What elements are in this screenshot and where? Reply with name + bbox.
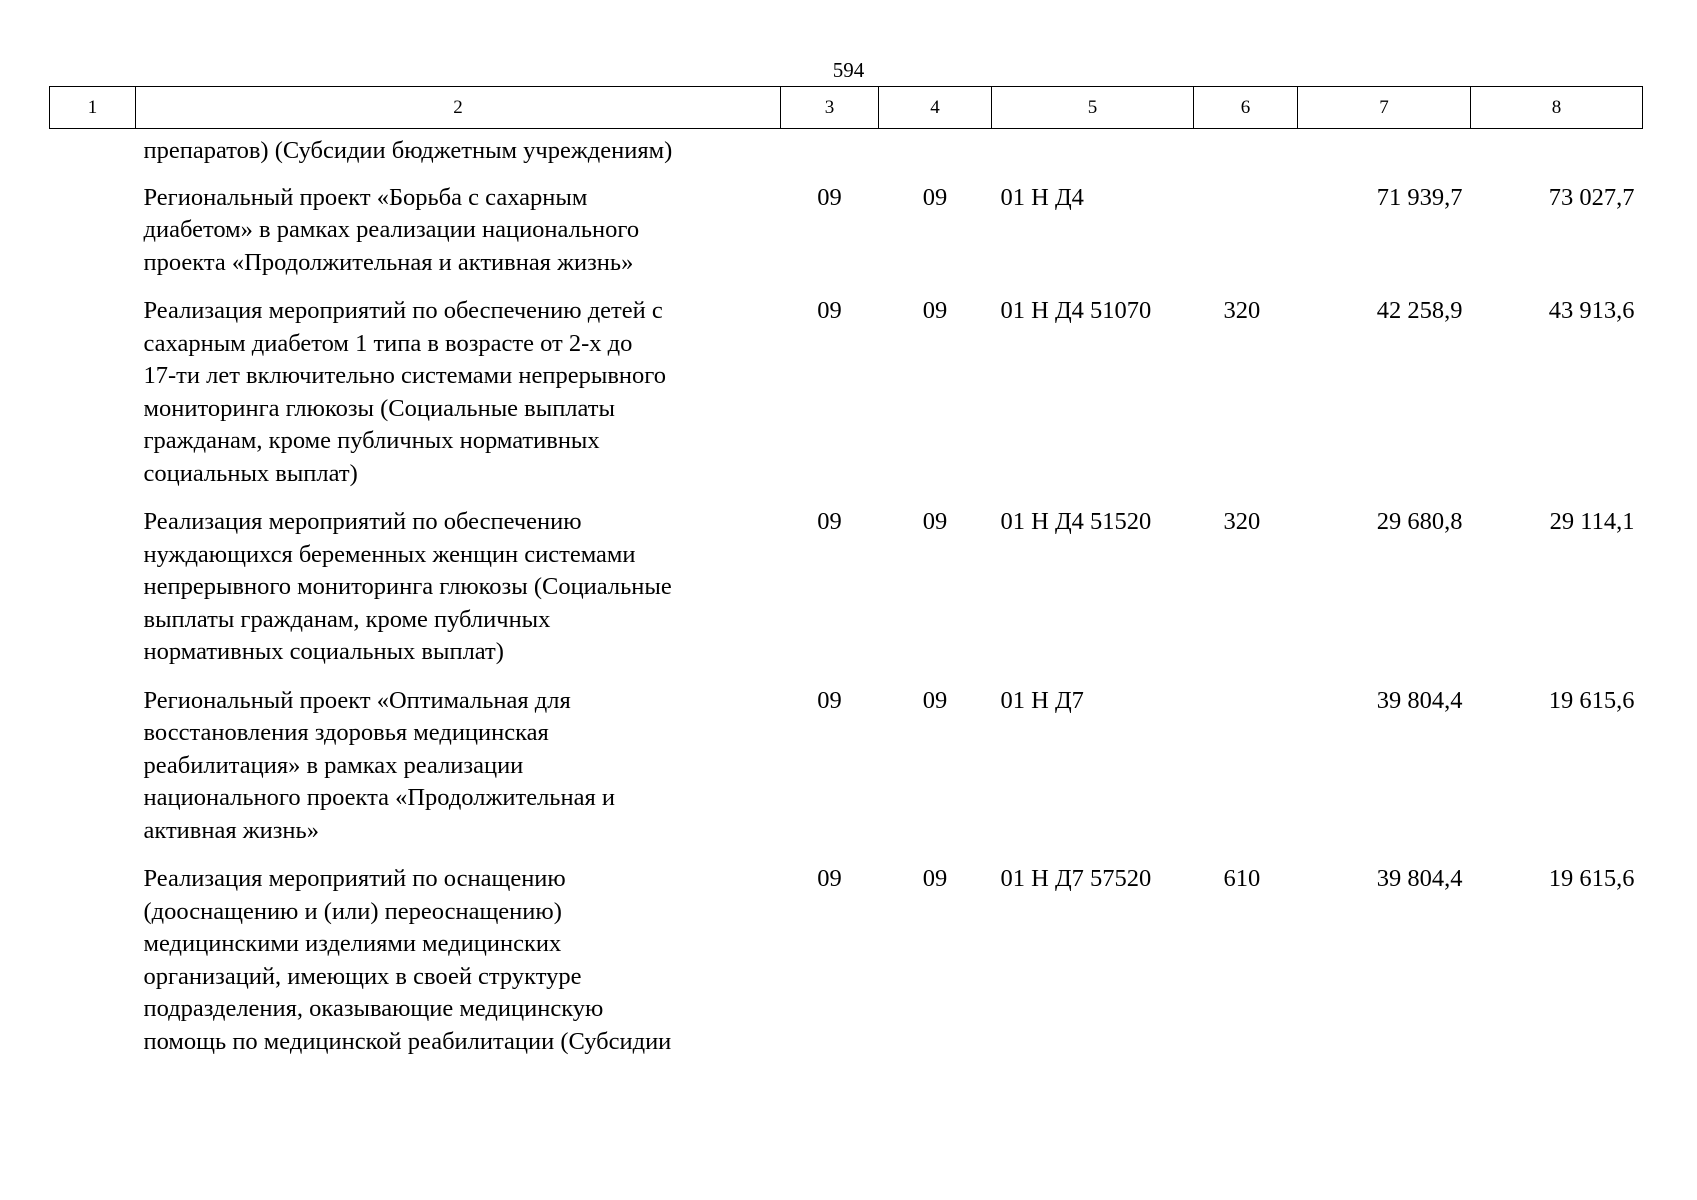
- section-code: 09: [817, 183, 842, 211]
- header-col-7: 7: [1298, 87, 1471, 129]
- table-row: [50, 295, 1643, 506]
- subsection-code: 09: [922, 297, 948, 324]
- header-col-5: 5: [992, 87, 1194, 129]
- row-description: [50, 506, 781, 685]
- table-row: [50, 685, 1643, 864]
- row-description: [50, 685, 781, 864]
- amount-year-2: 73 027,7: [1548, 183, 1635, 211]
- amount-year-1: 71 939,7: [1376, 183, 1463, 211]
- amount-year-1: [1298, 129, 1471, 182]
- description-line: нуждающихся беременных женщин системами: [143, 540, 636, 568]
- description-line: препаратов) (Субсидии бюджетным учреждениям): [143, 137, 673, 164]
- amount-year-2: 43 913,6: [1548, 297, 1635, 324]
- section-code: 09: [817, 686, 842, 714]
- page-number: 594: [832, 58, 865, 82]
- description-line: (дооснащению и (или) переоснащению): [143, 897, 562, 925]
- description-line: Региональный проект «Оптимальная для: [143, 686, 571, 714]
- amount-year-2: 29 114,1: [1549, 508, 1635, 535]
- header-col-1: 1: [50, 87, 136, 129]
- description-line: помощь по медицинской реабилитации (Субсидии: [143, 1027, 672, 1055]
- row-description: [50, 295, 781, 506]
- amount-year-1: 39 804,4: [1376, 686, 1463, 714]
- header-col-3: 3: [781, 87, 879, 129]
- description-line: медицинскими изделиями медицинских: [143, 930, 562, 957]
- target-article-code: [992, 129, 1194, 182]
- header-col-6: 6: [1194, 87, 1298, 129]
- section-code: 09: [817, 297, 842, 324]
- description-line: реабилитация» в рамках реализации: [143, 751, 524, 779]
- amount-year-2: 19 615,6: [1548, 686, 1635, 714]
- description-line: гражданам, кроме публичных нормативных: [143, 427, 600, 454]
- description-line: выплаты гражданам, кроме публичных: [143, 605, 551, 633]
- target-article-code: 01 Н Д4 51070: [1000, 297, 1152, 324]
- section-code: 09: [817, 508, 842, 535]
- table-row: [50, 863, 1643, 1058]
- subsection-code: [879, 129, 992, 182]
- table-header: [50, 87, 1643, 129]
- table-row: [50, 182, 1643, 296]
- expense-type-code: 320: [1223, 297, 1261, 324]
- expense-type-code: 610: [1223, 865, 1261, 892]
- budget-table: [49, 86, 1643, 1058]
- description-line: Региональный проект «Борьба с сахарным: [143, 183, 588, 211]
- description-line: 17-ти лет включительно системами непрерывного: [143, 362, 666, 389]
- description-line: сахарным диабетом 1 типа в возрасте от 2-х до: [143, 329, 633, 357]
- table-row: [50, 506, 1643, 685]
- table-row: [50, 129, 1643, 182]
- amount-year-2: 19 615,6: [1548, 865, 1635, 892]
- target-article-code: 01 Н Д7: [1000, 686, 1084, 714]
- section-code: [781, 129, 879, 182]
- amount-year-1: 39 804,4: [1376, 865, 1463, 892]
- amount-year-2: [1471, 129, 1643, 182]
- description-line: диабетом» в рамках реализации национального: [143, 216, 640, 243]
- description-line: Реализация мероприятий по обеспечению детей с: [143, 297, 663, 324]
- description-line: мониторинга глюкозы (Социальные выплаты: [143, 394, 615, 422]
- expense-type-code: 320: [1223, 508, 1261, 535]
- description-line: Реализация мероприятий по оснащению: [143, 865, 566, 892]
- description-line: социальных выплат): [143, 459, 358, 487]
- target-article-code: 01 Н Д4 51520: [1000, 508, 1152, 535]
- expense-type-code: [1194, 129, 1298, 182]
- header-row: [50, 87, 1643, 129]
- target-article-code: 01 Н Д4: [1000, 183, 1084, 211]
- description-line: восстановления здоровья медицинская: [143, 719, 549, 746]
- subsection-code: 09: [922, 865, 948, 892]
- description-line: нормативных социальных выплат): [143, 638, 504, 665]
- row-description: [50, 129, 781, 182]
- header-col-2: 2: [136, 87, 781, 129]
- row-description: [50, 863, 781, 1058]
- subsection-code: 09: [922, 686, 948, 714]
- header-col-4: 4: [879, 87, 992, 129]
- description-line: подразделения, оказывающие медицинскую: [143, 995, 604, 1022]
- subsection-code: 09: [922, 508, 948, 535]
- header-col-8: 8: [1471, 87, 1643, 129]
- description-line: организаций, имеющих в своей структуре: [143, 962, 582, 990]
- description-line: непрерывного мониторинга глюкозы (Социальные: [143, 573, 672, 600]
- description-line: проекта «Продолжительная и активная жизнь»: [143, 248, 634, 276]
- target-article-code: 01 Н Д7 57520: [1000, 865, 1152, 892]
- amount-year-1: 29 680,8: [1376, 508, 1463, 535]
- section-code: 09: [817, 865, 842, 892]
- description-line: активная жизнь»: [143, 816, 319, 844]
- description-line: национального проекта «Продолжительная и: [143, 784, 615, 811]
- table-body: [50, 129, 1643, 1059]
- amount-year-1: 42 258,9: [1376, 297, 1463, 324]
- subsection-code: 09: [922, 183, 948, 211]
- description-line: Реализация мероприятий по обеспечению: [143, 508, 582, 535]
- expense-type-code: [1194, 182, 1298, 296]
- row-description: [50, 182, 781, 296]
- expense-type-code: [1194, 685, 1298, 864]
